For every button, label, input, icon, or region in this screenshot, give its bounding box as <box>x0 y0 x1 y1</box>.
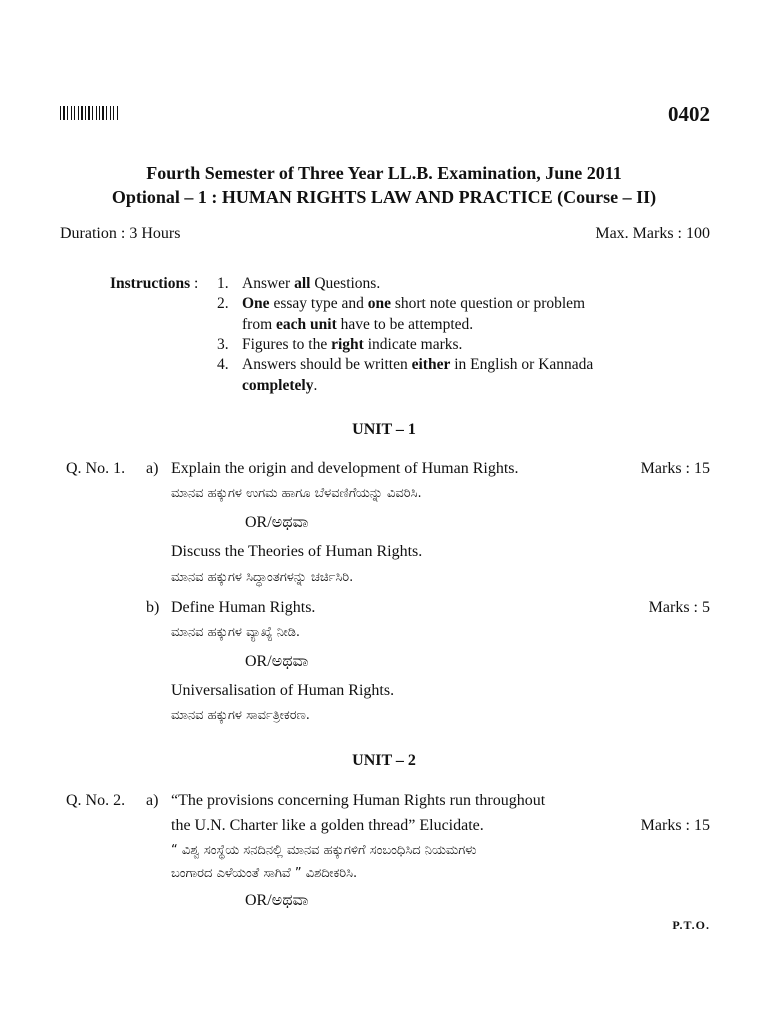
instruction-num: 4. <box>217 356 229 373</box>
question-number: Q. No. 1. <box>66 460 126 477</box>
instruction-num: 2. <box>217 295 229 312</box>
question-text-kannada: “ ವಿಶ್ವ ಸಂಸ್ಥೆಯ ಸನದಿನಲ್ಲಿ ಮಾನವ ಹಕ್ಕುಗಳಿಗೆ ಸಂಬಂಧಿಸಿದ ನಿಯಮಗಳು <box>171 843 477 858</box>
duration: Duration : 3 Hours <box>60 225 181 242</box>
question-text: Discuss the Theories of Human Rights. <box>171 543 423 560</box>
instruction-item: Figures to the right indicate marks. <box>242 336 463 353</box>
max-marks: Max. Marks : 100 <box>595 225 710 242</box>
sub-question-label: a) <box>146 792 159 809</box>
question-text: Define Human Rights. <box>171 599 316 616</box>
unit-1-heading: UNIT – 1 <box>352 421 416 438</box>
question-text-kannada: ಮಾನವ ಹಕ್ಕುಗಳ ವ್ಯಾಖ್ಯೆ ನೀಡಿ. <box>171 625 301 640</box>
course-title: Optional – 1 : HUMAN RIGHTS LAW AND PRACTICE (Course – II) <box>111 187 657 207</box>
sub-question-label: a) <box>146 460 159 477</box>
marks: Marks : 15 <box>640 817 710 834</box>
question-number: Q. No. 2. <box>66 792 126 809</box>
sub-question-label: b) <box>146 599 160 616</box>
question-text: the U.N. Charter like a golden thread” Elucidate. <box>171 817 484 834</box>
or-separator: OR/ಅಥವಾ <box>245 653 309 670</box>
or-separator: OR/ಅಥವಾ <box>245 514 309 531</box>
instruction-num: 3. <box>217 336 229 353</box>
question-text-kannada: ಬಂಗಾರದ ಎಳೆಯಂತೆ ಸಾಗಿವೆ ” ವಿಶದೀಕರಿಸಿ. <box>171 866 358 881</box>
marks: Marks : 15 <box>640 460 710 477</box>
instruction-num: 1. <box>217 275 229 292</box>
or-separator: OR/ಅಥವಾ <box>245 892 309 909</box>
paper-code: 0402 <box>668 102 710 126</box>
question-text-kannada: ಮಾನವ ಹಕ್ಕುಗಳ ಸಾರ್ವತ್ರೀಕರಣ. <box>171 708 310 723</box>
instruction-item: One essay type and one short note question or problem from each unit have to be attempted. <box>242 295 586 333</box>
question-text-kannada: ಮಾನವ ಹಕ್ಕುಗಳ ಸಿದ್ಧಾಂತಗಳನ್ನು ಚರ್ಚಿಸಿರಿ. <box>171 570 354 585</box>
barcode <box>60 106 146 120</box>
question-text: “The provisions concerning Human Rights run throughout <box>171 792 546 809</box>
question-text: Explain the origin and development of Human Rights. <box>171 460 519 477</box>
instructions-label: Instructions : <box>110 275 199 292</box>
marks: Marks : 5 <box>648 599 710 616</box>
instruction-item: Answers should be written either in English or Kannada completely. <box>242 356 594 394</box>
exam-title: Fourth Semester of Three Year LL.B. Examination, June 2011 <box>146 163 622 183</box>
page-turn-over: P.T.O. <box>672 918 710 932</box>
question-text: Universalisation of Human Rights. <box>171 682 395 699</box>
question-text-kannada: ಮಾನವ ಹಕ್ಕುಗಳ ಉಗಮ ಹಾಗೂ ಬೆಳವಣಿಗೆಯನ್ನು ವಿವರಿಸಿ. <box>171 486 422 501</box>
instruction-item: Answer all Questions. <box>242 275 381 292</box>
unit-2-heading: UNIT – 2 <box>352 752 416 769</box>
